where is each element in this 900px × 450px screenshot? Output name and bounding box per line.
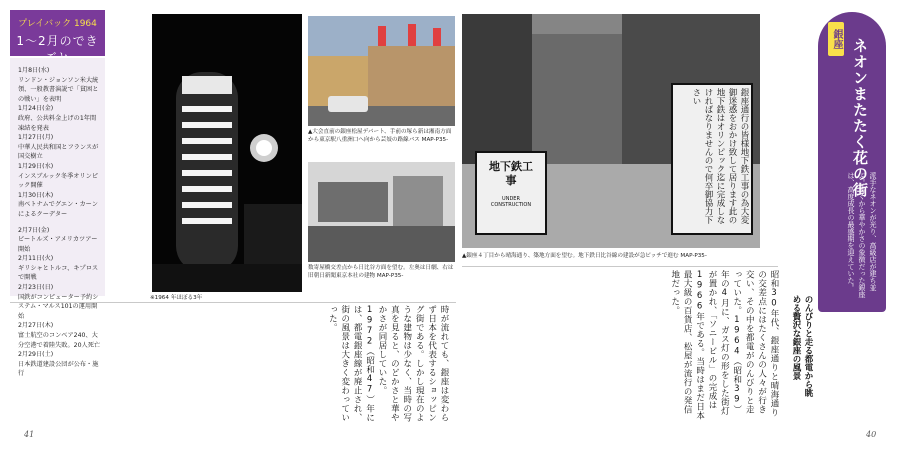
event-item: 2月11日(火) ギリシャとトルコ、キプロスで開戦 xyxy=(18,255,99,282)
caption-tower: ※1964 年ほぼる3年 xyxy=(150,295,203,301)
event-item: 1月30日(木) 南ベトナムでグエン・カーンによるクーデター xyxy=(18,191,98,218)
page-number-right: 40 xyxy=(866,430,877,439)
event-item: 1月24日(金) 政府、公共料金上げの1年間凍結を発表 xyxy=(18,105,97,132)
divider xyxy=(10,302,456,303)
notice-sign: 銀座通行の皆様地下鉄工事の為大変御迷惑をおかけ致して居ります此の地下鉄はオリンピック迄に完成しなければなりませんので何卒御協力下さい xyxy=(691,88,749,224)
caption-crossing: 数寄屋橋交差点から日比谷方面を望む。左奥は日劇、右は旧朝日新聞東京本社の建物 MAP-P35- xyxy=(308,265,454,279)
banner-lead: 派手なネオンが光り、高級店が建ち並ぶ。古くから華やかさの象徴だった銀座は、高度成長の最盛期を迎えていた。 xyxy=(847,172,877,298)
caption-street: ▲大会直前の銀座松屋デパート、手前の塚ら新は湘南方面から東京駅八重洲口へ向から芸妓の路線バス MAP-P35- xyxy=(308,129,452,143)
sub-headline: のんびりと走る都電から眺める贅沢な銀座の風景 xyxy=(791,295,813,397)
event-item: 1月27日(月) 中華人民共和国とフランスが国交樹立 xyxy=(18,134,99,161)
photo-crossing xyxy=(308,162,455,262)
sidebar-header xyxy=(10,10,105,56)
event-item: 1月8日(水) リンドン・ジョンソン米大統領、一般教書演説で「貧困との戦い」を表明 xyxy=(18,67,99,103)
banner-title: ネオンまたたく花の街 xyxy=(851,38,869,198)
page-number-left: 41 xyxy=(24,430,35,439)
playback-sidebar xyxy=(10,10,105,378)
event-item: 1月29日(水) インスブルック冬季オリンピック開催 xyxy=(18,162,99,190)
street-illustration xyxy=(308,16,455,126)
sidebar-title: 1～2月のでき xyxy=(16,34,99,48)
subway-sign: 地下鉄工事 xyxy=(489,160,533,187)
section-label: 銀座 xyxy=(828,22,844,56)
sidebar-kicker: プレイバック 1964 xyxy=(18,19,97,29)
neon-tower-illustration xyxy=(152,14,302,292)
caption-construction: ▲銀座４丁目から晴海通り、築地方面を望む。地下鉄日比谷線の建設が急ピッチで進む MAP-P35- xyxy=(462,253,707,259)
body-text-right: 昭和30年代、銀座通りと晴海通りの交差点にはたくさんの人々が行き交い、その中を都電がのんびりと走っていた。1964（昭和39）年の4月に、ガス灯の形をした街灯が置かれ、「ソニービル」の完成は1966年である。当時はまだ日本最大級の百貨店、松屋が流行の発信地だった。 xyxy=(669,270,779,420)
body-text-left: 時が流れても、銀座は変わらず日本を代表するショッピング街である。しかし現在のような建物は少なく、当時の写真を見ると、のどかさと華やかさが同居していた。1972（昭和47）年には、都電銀座線が廃止され、街の風景は大きく変わっていった。 xyxy=(327,305,449,422)
divider xyxy=(462,266,778,267)
photo-street-flags xyxy=(308,16,455,126)
photo-subway-construction xyxy=(462,14,760,248)
section-banner xyxy=(818,12,886,312)
event-item: 2月29日(土) 日本鉄道建設公団が公布・施行 xyxy=(18,351,99,378)
event-item: 2月23日(日) 国鉄がコンピューター予約システム・マルス101の運用開始 xyxy=(18,284,99,320)
event-item: 2月7日(金) ビートルズ・アメリカツアー開始 xyxy=(18,226,98,253)
crossing-illustration xyxy=(308,162,455,262)
event-item: 2月27日(木) 富士航空のコンベア240、大分空港で着陸失敗。20人死亡 xyxy=(18,322,101,349)
sidebar-event-list xyxy=(10,58,105,378)
photo-neon-tower xyxy=(152,14,302,292)
construction-sign: UNDER CONSTRUCTION xyxy=(490,196,532,208)
